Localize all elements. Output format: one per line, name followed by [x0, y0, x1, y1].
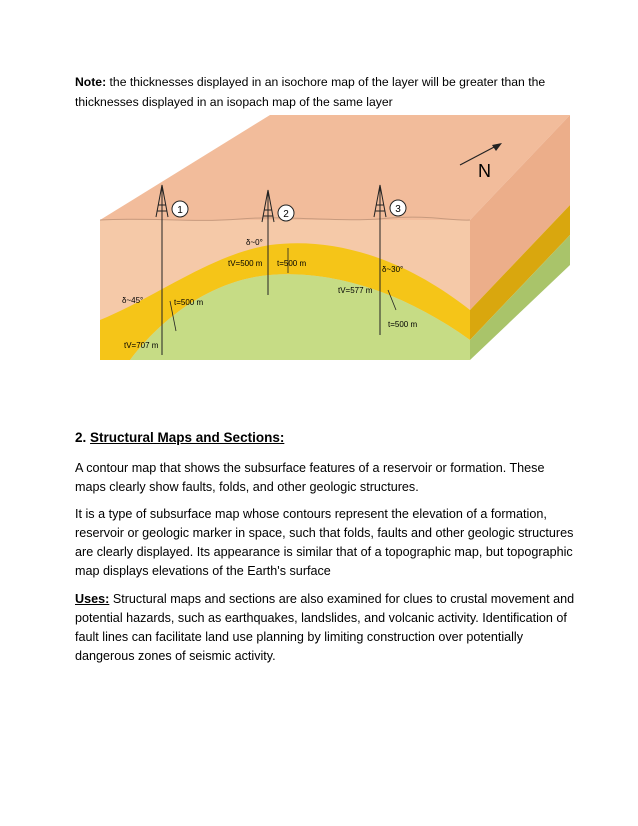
tv-label-2: tV=500 m: [228, 259, 263, 268]
tv-label-3: tV=577 m: [338, 286, 373, 295]
uses-label: Uses:: [75, 592, 110, 606]
north-label: N: [478, 161, 491, 181]
dip-label-1: δ~45°: [122, 296, 144, 305]
well-2-label: 2: [283, 209, 289, 220]
isochore-isopach-block-diagram: [70, 105, 570, 395]
paragraph-contour-map: A contour map that shows the subsurface features of a reservoir or formation. These maps clearly show faults, folds, and other geologic structures.: [75, 461, 545, 494]
note-label: Note:: [75, 75, 107, 89]
paragraph-subsurface-map: It is a type of subsurface map whose contours represent the elevation of a formation, reservoir or geologic marker in space, such that folds, faults and other geologic structures are clearly displayed. Its appearance is similar that of a topographic map, but topographic map displays elevations of the Earth's surface: [75, 507, 574, 578]
paragraph-uses: [75, 590, 575, 666]
uses-text: Structural maps and sections are also examined for clues to crustal movement and potential hazards, such as earthquakes, landslides, and volcanic activity. Identification of fault lines can facilitate land use planning by limiting construction over potentially dangerous zones of seismic activity.: [75, 592, 575, 663]
dip-label-2: δ~0°: [246, 238, 263, 247]
section-heading: [75, 430, 284, 445]
t-label-1: t=500 m: [174, 298, 204, 307]
t-label-3: t=500 m: [388, 320, 418, 329]
dip-label-3: δ~30°: [382, 265, 404, 274]
note-text: the thicknesses displayed in an isochore map of the layer will be greater than the thicknesses displayed in an isopach map of the same layer: [75, 75, 546, 109]
tv-label-1: tV=707 m: [124, 341, 159, 350]
t-label-2: t=500 m: [277, 259, 307, 268]
section-number: 2.: [75, 430, 87, 445]
well-1-label: 1: [177, 205, 183, 216]
well-3-label: 3: [395, 204, 401, 215]
section-title: Structural Maps and Sections:: [90, 430, 285, 445]
